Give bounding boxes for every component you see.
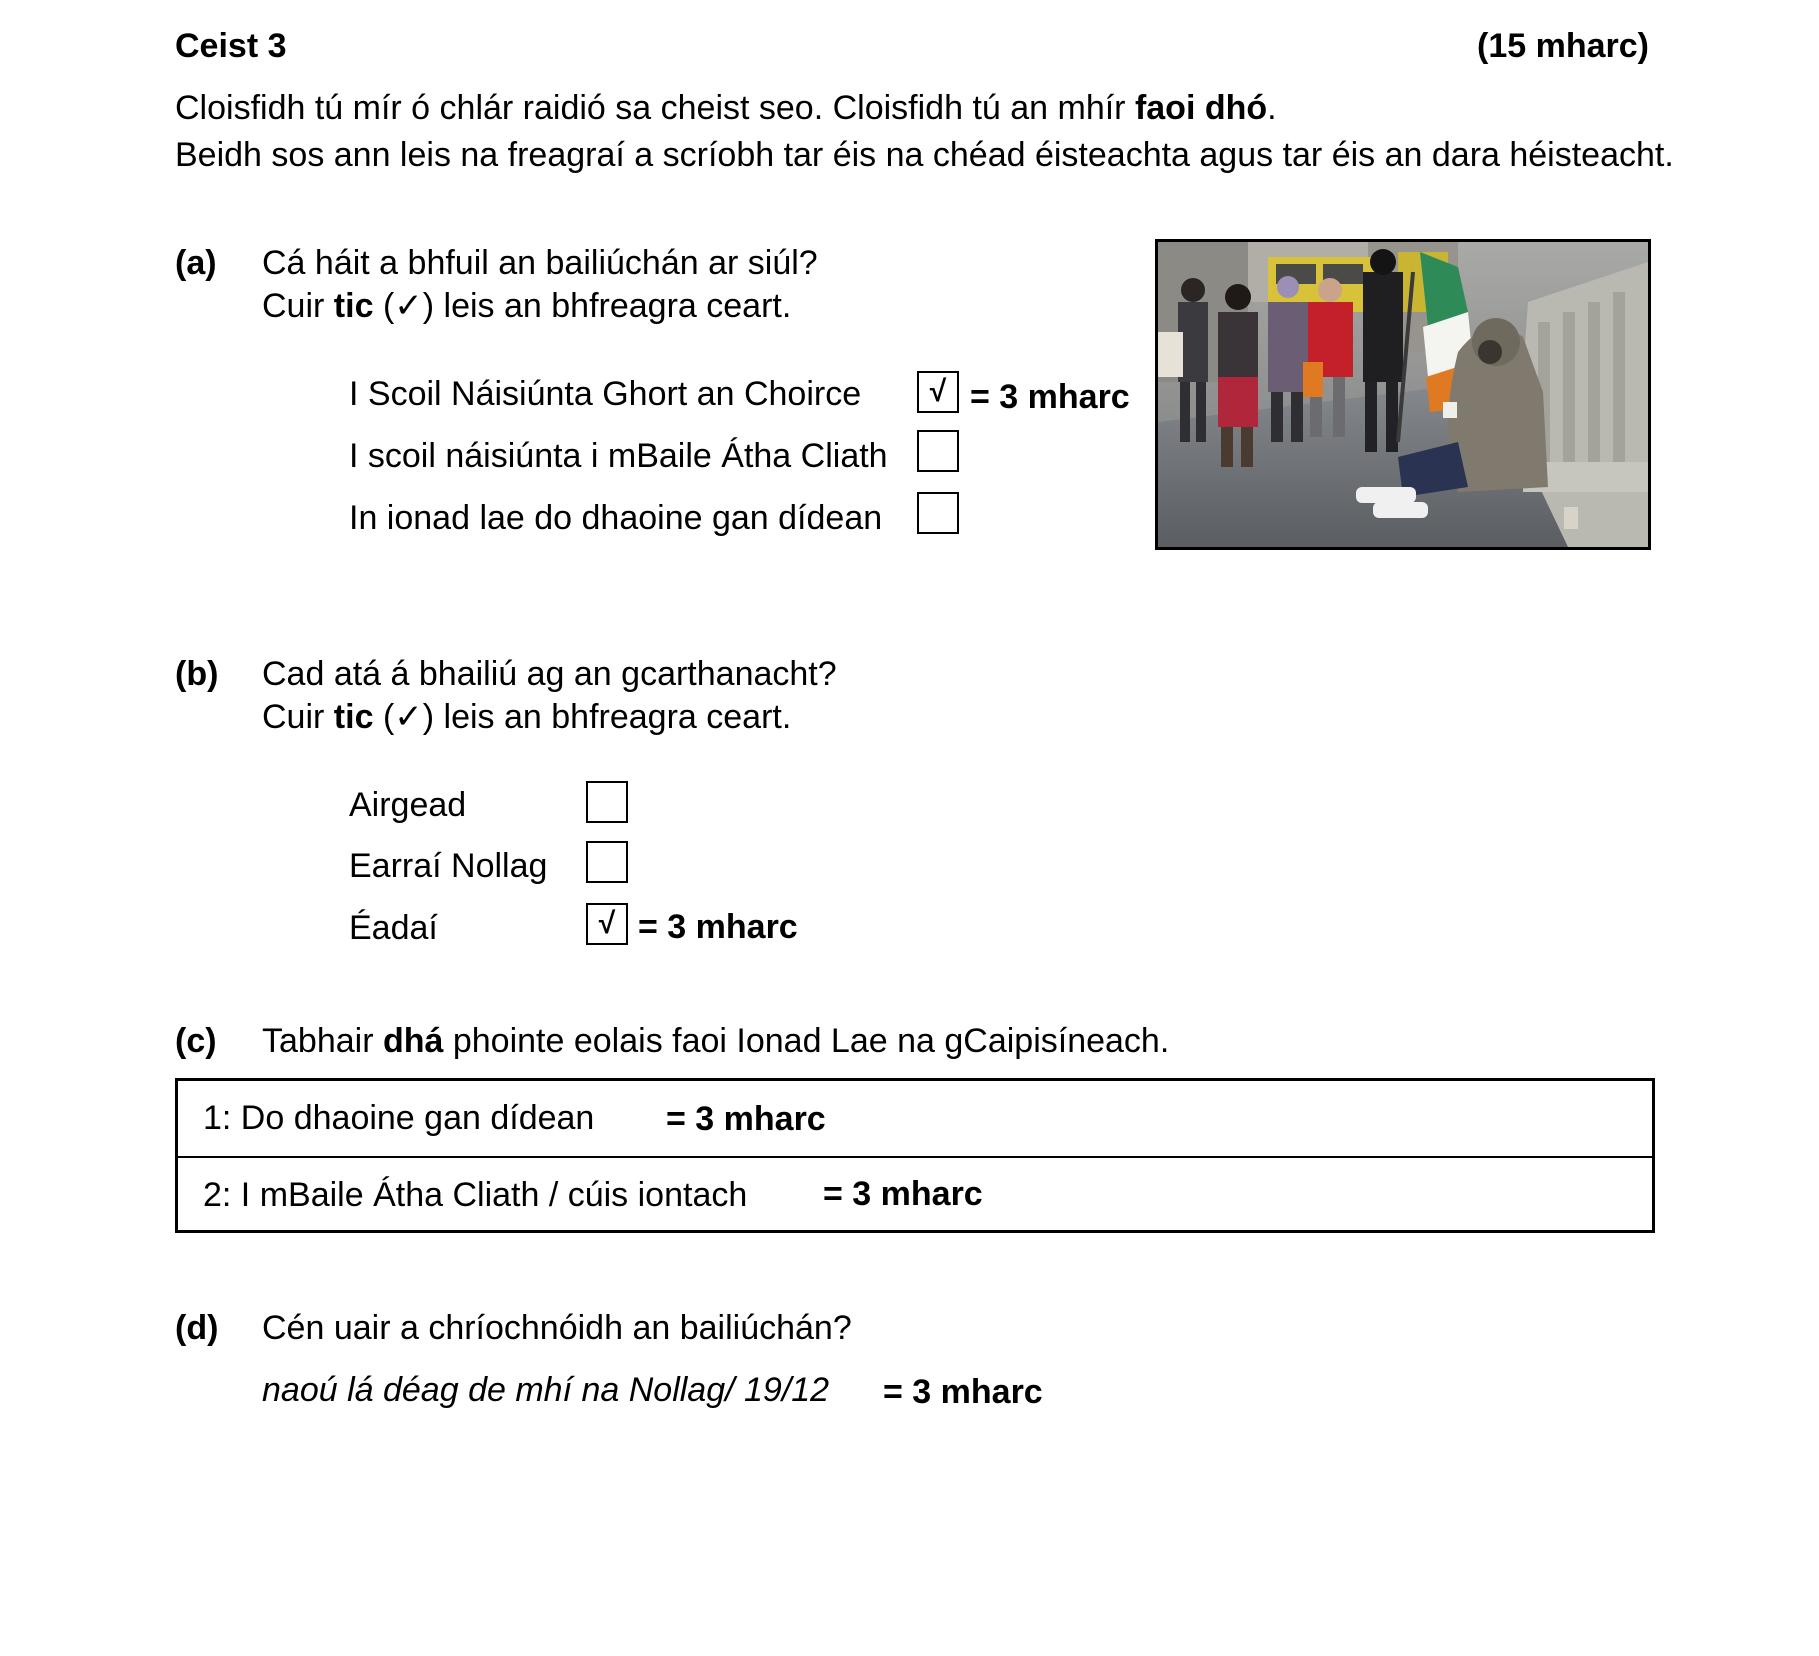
part-b-question: Cad atá á bhailiú ag an gcarthanacht? [262, 655, 837, 693]
part-c-question [262, 1021, 1169, 1061]
part-c-question-post: phointe eolais faoi Ionad Lae na gCaipisíneach. [443, 1022, 1170, 1060]
part-d-question: Cén uair a chríochnóidh an bailiúchán? [262, 1309, 852, 1347]
answer-2-text: 2: I mBaile Átha Cliath / cúis iontach [203, 1176, 748, 1214]
part-a-question: Cá háit a bhfuil an bailiúchán ar siúl? [262, 244, 818, 282]
instruction-pre: Cuir [262, 287, 334, 325]
option-b3: Éadaí [349, 909, 438, 947]
checkbox-a3[interactable] [917, 492, 959, 534]
intro-line-1-pre: Cloisfidh tú mír ó chlár raidió sa cheist seo. Cloisfidh tú an mhír [175, 89, 1135, 127]
option-b2: Earraí Nollag [349, 847, 548, 885]
street-photo [1155, 239, 1651, 550]
street-photo-illustration [1158, 242, 1648, 547]
option-a1: I Scoil Náisiúnta Ghort an Choirce [349, 375, 862, 413]
question-title: Ceist 3 [175, 27, 287, 65]
part-b-label: (b) [175, 655, 219, 693]
intro-line-1-post: . [1267, 89, 1277, 127]
instruction-pre: Cuir [262, 698, 334, 736]
option-b1: Airgead [349, 786, 467, 824]
part-c-question-pre: Tabhair [262, 1022, 383, 1060]
intro-line-1-bold: faoi dhó [1134, 89, 1268, 127]
instruction-post: leis an bhfreagra ceart. [434, 287, 792, 325]
mark-a1: = 3 mharc [970, 378, 1130, 416]
option-a2: I scoil náisiúnta i mBaile Átha Cliath [349, 437, 888, 475]
tick-word: tic [333, 287, 374, 325]
part-d-mark: = 3 mharc [883, 1373, 1043, 1411]
question-marks: (15 mharc) [1477, 27, 1649, 65]
tick-symbol: (✓) [382, 698, 435, 736]
mark-b3: = 3 mharc [638, 908, 798, 946]
intro-line-1 [175, 88, 1277, 128]
part-d-answer: naoú lá déag de mhí na Nollag/ 19/12 [262, 1371, 830, 1409]
part-a-instruction [262, 286, 791, 326]
option-a3: In ionad lae do dhaoine gan dídean [349, 499, 883, 537]
checkbox-a1[interactable] [917, 371, 959, 413]
instruction-post: leis an bhfreagra ceart. [434, 698, 792, 736]
part-a-label: (a) [175, 244, 217, 282]
answer-2-mark: = 3 mharc [823, 1175, 983, 1213]
checkbox-a2[interactable] [917, 430, 959, 472]
answer-1-text: 1: Do dhaoine gan dídean [203, 1099, 595, 1137]
part-c-label: (c) [175, 1022, 217, 1060]
part-b-instruction [262, 697, 791, 737]
tick-word: tic [333, 698, 374, 736]
check-mark: √ [598, 907, 616, 940]
answer-table [175, 1078, 1655, 1233]
tick-symbol: (✓) [382, 287, 435, 325]
answer-1-mark: = 3 mharc [666, 1100, 826, 1138]
answer-table-divider [178, 1156, 1652, 1158]
intro-line-2: Beidh sos ann leis na freagraí a scríobh tar éis na chéad éisteachta agus tar éis an dara héisteacht. [175, 136, 1674, 174]
checkbox-b1[interactable] [586, 781, 628, 823]
checkbox-b3[interactable] [586, 903, 628, 945]
part-c-question-bold: dhá [382, 1022, 444, 1060]
checkbox-b2[interactable] [586, 841, 628, 883]
check-mark: √ [929, 375, 947, 408]
part-d-label: (d) [175, 1309, 219, 1347]
